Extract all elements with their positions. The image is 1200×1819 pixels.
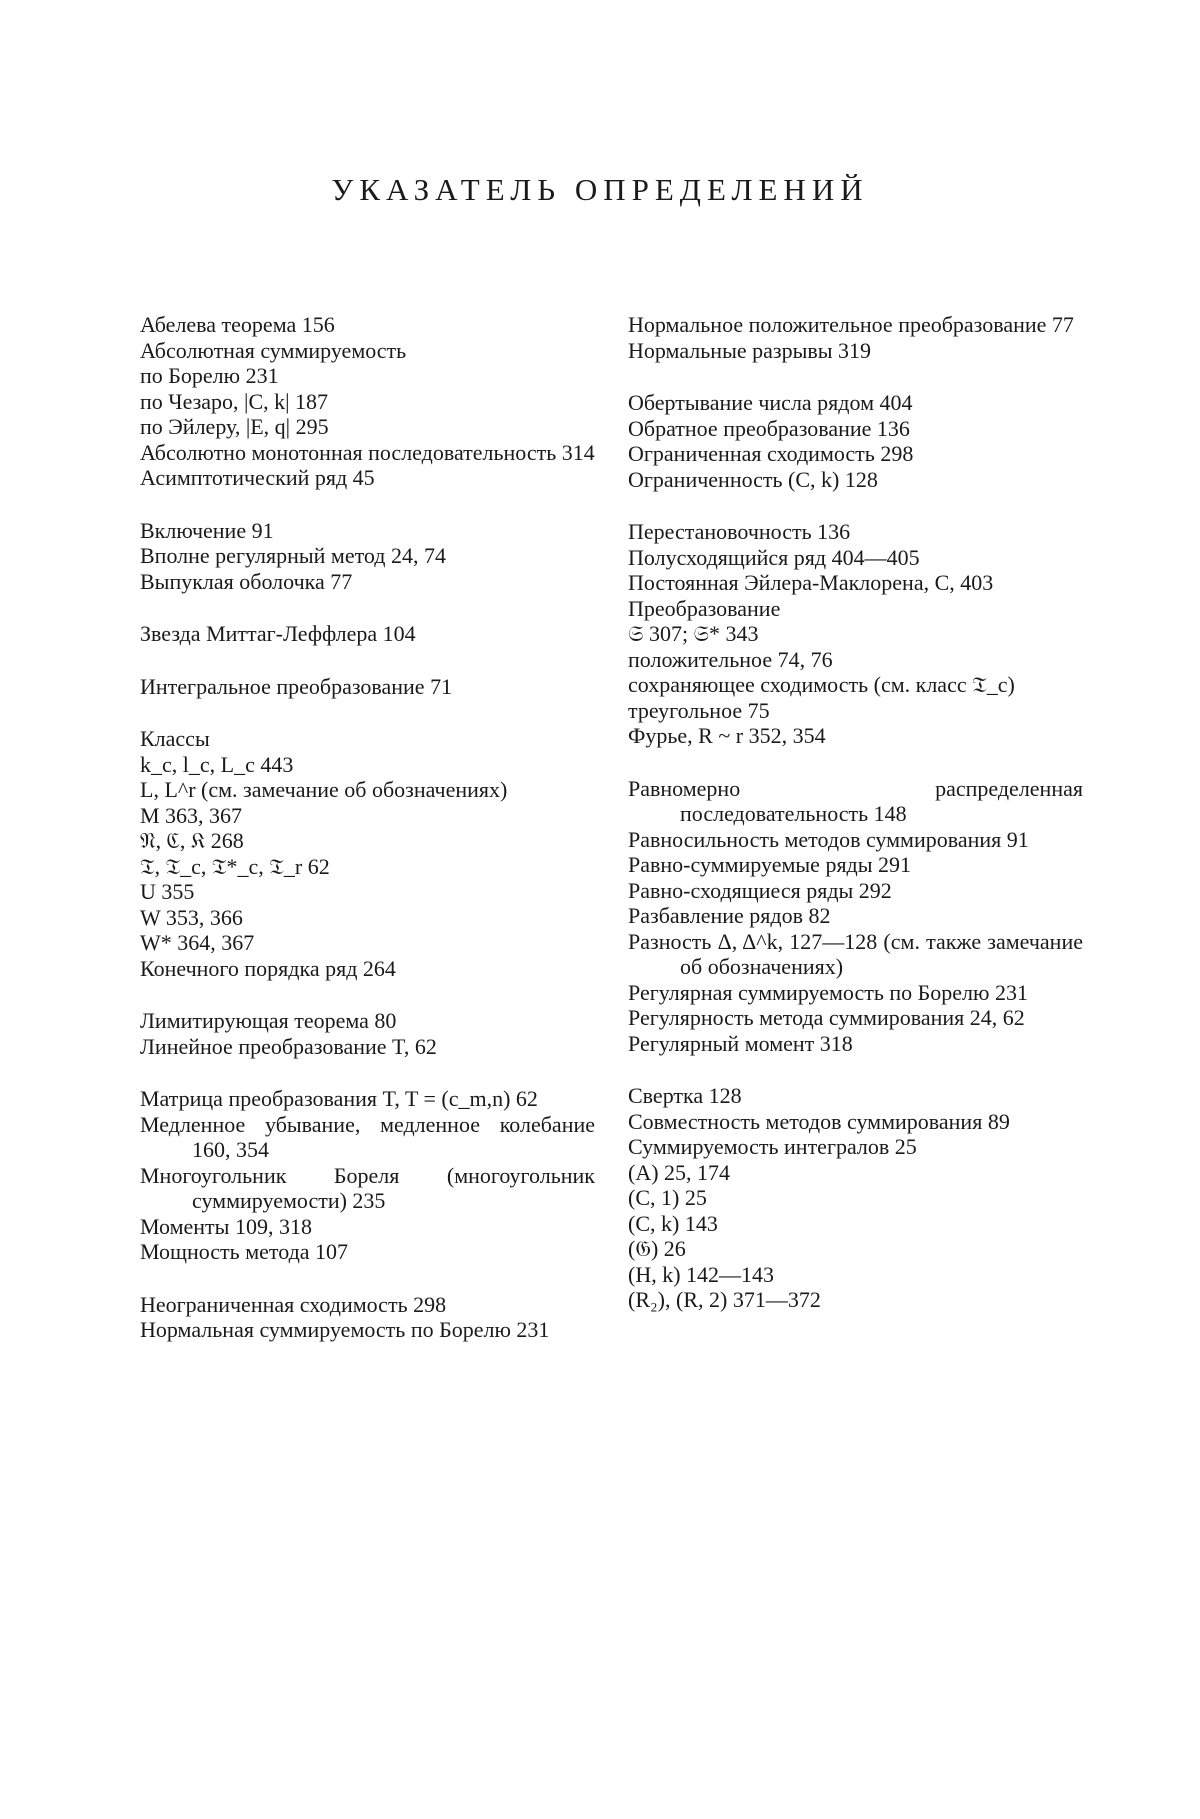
index-entry: Регулярность метода суммирования 24, 62 (628, 1005, 1025, 1030)
index-entry: Асимптотический ряд 45 (140, 465, 375, 490)
index-group (140, 1008, 595, 1059)
index-entry: Равно-суммируемые ряды 291 (628, 852, 912, 877)
index-subentry: сохраняющее сходимость (см. класс 𝔗_c) (628, 672, 1015, 697)
index-entry: Мощность метода 107 (140, 1239, 349, 1264)
index-entry: Включение 91 (140, 517, 274, 543)
index-entry: Равно-сходящиеся ряды 292 (628, 877, 892, 903)
index-subentry: 𝔑, ℭ, 𝔎 268 (140, 828, 244, 853)
index-subentry: (H, k) 142—143 (628, 1261, 775, 1287)
index-subentry: по Борелю 231 (140, 363, 279, 388)
index-group (140, 1086, 595, 1265)
index-subentry: k_c, l_c, L_c 443 (140, 751, 294, 777)
index-entry: Равномерно распределенная последовательность 148 (628, 775, 1083, 826)
index-group (628, 312, 1083, 363)
index-entry: Ограниченность (C, k) 128 (628, 466, 878, 492)
index-subentry: треугольное 75 (628, 697, 770, 723)
index-entry: Совместность методов суммирования 89 (628, 1108, 1010, 1134)
index-group (140, 674, 595, 700)
index-subentry: (C, 1) 25 (628, 1185, 707, 1210)
index-entry: Равносильность методов суммирования 91 (628, 826, 1029, 852)
index-entry: Преобразование (628, 595, 781, 621)
page-title: УКАЗАТЕЛЬ ОПРЕДЕЛЕНИЙ (331, 172, 869, 207)
index-entry: Конечного порядка ряд 264 (140, 955, 396, 981)
index-entry: Вполне регулярный метод 24, 74 (140, 543, 446, 568)
index-entry: Обертывание числа рядом 404 (628, 390, 913, 415)
index-group (140, 312, 595, 491)
index-entry: Выпуклая оболочка 77 (140, 568, 353, 594)
index-entry: Медленное убывание, медленное колебание 160, 354 (140, 1111, 595, 1162)
index-subentry: Фурье, R ~ r 352, 354 (628, 723, 826, 748)
index-entry: Лимитирующая теорема 80 (140, 1008, 397, 1033)
index-subentry: M 363, 367 (140, 802, 243, 828)
index-entry: Постоянная Эйлера-Маклорена, C, 403 (628, 570, 994, 595)
index-group (628, 776, 1083, 1057)
index-subentry: W* 364, 367 (140, 930, 255, 955)
index-subentry: 𝔖 307; 𝔖* 343 (628, 621, 759, 646)
index-entry: Звезда Миттаг-Леффлера 104 (140, 621, 416, 646)
index-subentry: U 355 (140, 879, 195, 904)
index-entry: Нормальные разрывы 319 (628, 337, 872, 363)
index-group (140, 518, 595, 595)
index-entry: Интегральное преобразование 71 (140, 673, 453, 699)
index-group (140, 1292, 595, 1343)
index-column-right (628, 312, 1083, 1340)
index-subentry: (A) 25, 174 (628, 1159, 731, 1185)
index-column-left (140, 312, 595, 1370)
index-entry: Свертка 128 (628, 1083, 742, 1108)
index-entry: Абелева теорема 156 (140, 312, 335, 337)
index-entry: Разность Δ, Δ^k, 127—128 (см. также замечание об обозначениях) (628, 928, 1083, 979)
index-subentry: по Эйлеру, |E, q| 295 (140, 414, 329, 439)
index-entry: Абсолютная суммируемость (140, 337, 407, 363)
index-entry: Ограниченная сходимость 298 (628, 441, 914, 466)
index-entry: Регулярная суммируемость по Борелю 231 (628, 979, 1028, 1005)
index-entry: Классы (140, 726, 210, 751)
index-subentry: (C, k) 143 (628, 1210, 718, 1236)
index-subentry: (R₂), (R, 2) 371—372 (628, 1287, 821, 1312)
index-group (628, 390, 1083, 492)
index-entry: Разбавление рядов 82 (628, 903, 831, 928)
index-subentry: положительное 74, 76 (628, 646, 833, 672)
index-entry: Линейное преобразование T, 62 (140, 1033, 437, 1059)
index-entry: Абсолютно монотонная последовательность 314 (140, 439, 595, 465)
index-group (628, 1083, 1083, 1313)
index-entry: Матрица преобразования T, T = (c_m,n) 62 (140, 1086, 538, 1111)
index-entry: Нормальная суммируемость по Борелю 231 (140, 1317, 550, 1342)
index-entry: Нормальное положительное преобразование 77 (628, 312, 1074, 337)
index-entry: Перестановочность 136 (628, 519, 851, 544)
index-entry: Регулярный момент 318 (628, 1030, 853, 1056)
index-entry: Суммируемость интегралов 25 (628, 1134, 917, 1159)
index-entry: Полусходящийся ряд 404—405 (628, 544, 920, 570)
index-subentry: L, L^r (см. замечание об обозначениях) (140, 777, 508, 802)
index-entry: Моменты 109, 318 (140, 1213, 312, 1239)
index-subentry: 𝔗, 𝔗_c, 𝔗*_c, 𝔗_r 62 (140, 853, 330, 879)
index-group (140, 621, 595, 647)
index-group (628, 519, 1083, 749)
index-entry: Многоугольник Бореля (многоугольник суммируемости) 235 (140, 1162, 595, 1213)
index-group (140, 726, 595, 981)
index-entry: Неограниченная сходимость 298 (140, 1291, 447, 1317)
index-subentry: W 353, 366 (140, 904, 243, 930)
index-subentry: (𝔊) 26 (628, 1236, 686, 1261)
index-entry: Обратное преобразование 136 (628, 415, 910, 441)
index-subentry: по Чезаро, |C, k| 187 (140, 388, 329, 414)
